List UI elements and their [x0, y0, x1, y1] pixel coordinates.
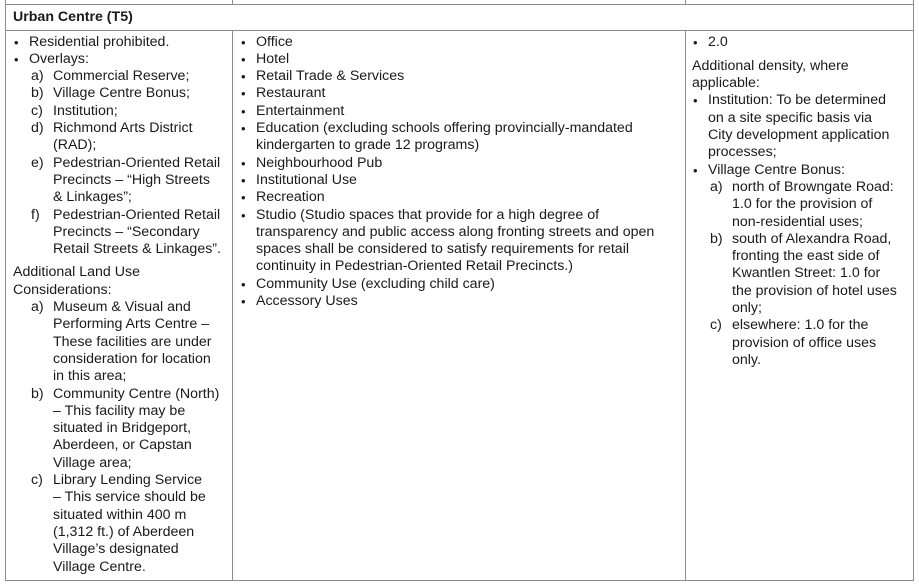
consideration-item-text: consideration for location: [53, 350, 211, 367]
bullet-icon: •: [14, 51, 19, 67]
column-divider-2: [685, 30, 686, 581]
bonus-item-text: provision of office uses: [732, 334, 877, 351]
overlay-marker: a): [31, 68, 44, 85]
table-border-title-bottom: [5, 30, 914, 31]
overlay-item-text: Pedestrian-Oriented Retail: [53, 206, 221, 223]
overlay-item-text: Retail Streets & Linkages”.: [53, 241, 221, 258]
section-title: Urban Centre (T5): [13, 9, 133, 25]
permitted-use-item: Hotel: [256, 50, 290, 67]
consideration-item-text: Village area;: [53, 454, 132, 471]
permitted-use-item: Entertainment: [256, 102, 345, 119]
bullet-icon: •: [241, 121, 246, 136]
rule-item: Overlays:: [29, 50, 89, 67]
consideration-item-text: Village Centre.: [53, 558, 146, 575]
overlay-marker: d): [31, 120, 44, 136]
bullet-icon: •: [241, 294, 246, 309]
column-divider-2-top: [685, 0, 686, 5]
overlay-item-text: Pedestrian-Oriented Retail: [53, 154, 221, 171]
bonus-item-text: south of Alexandra Road,: [732, 230, 892, 247]
permitted-use-item: transparency and public access along fronting streets and open: [256, 223, 655, 240]
bullet-icon: •: [241, 34, 246, 50]
consideration-item-text: Library Lending Service: [53, 472, 203, 488]
bullet-icon: •: [241, 190, 246, 206]
density-value: 2.0: [708, 33, 728, 50]
considerations-heading: Additional Land Use: [13, 264, 140, 281]
institution-density-text: City development application: [708, 127, 890, 143]
consideration-marker: a): [31, 299, 44, 315]
bonus-item-text: fronting the east side of: [732, 248, 880, 265]
consideration-item-text: – This facility may be: [53, 402, 186, 419]
bonus-item-text: only;: [732, 300, 762, 316]
consideration-item-text: situated in Bridgeport,: [53, 420, 192, 437]
bullet-icon: •: [241, 155, 246, 171]
permitted-use-item: Studio (Studio spaces that provide for a high degree of: [256, 206, 600, 223]
table-border-bottom: [5, 580, 914, 581]
bullet-icon: •: [241, 69, 246, 85]
bonus-marker: c): [710, 317, 722, 334]
overlay-item-text: Precincts – “Secondary: [53, 223, 200, 240]
bonus-item-text: elsewhere: 1.0 for the: [732, 317, 869, 334]
bullet-icon: •: [693, 162, 698, 178]
table-border-top: [5, 4, 914, 5]
consideration-item-text: Village’s designated: [53, 541, 179, 558]
permitted-use-item: Retail Trade & Services: [256, 68, 405, 85]
permitted-use-item: Recreation: [256, 189, 325, 206]
consideration-item-text: Museum & Visual and: [53, 299, 191, 315]
overlay-item-text: (RAD);: [53, 137, 97, 154]
bullet-icon: •: [241, 172, 246, 188]
bonus-item-text: non-residential uses;: [732, 213, 863, 230]
considerations-heading: Considerations:: [13, 281, 112, 298]
bonus-item-text: the provision of hotel uses: [732, 282, 897, 299]
permitted-use-item: kindergarten to grade 12 programs): [256, 137, 480, 154]
institution-density-text: on a site specific basis via: [708, 109, 873, 126]
bonus-item-text: only.: [732, 351, 761, 368]
permitted-use-item: Accessory Uses: [256, 293, 358, 309]
bullet-icon: •: [241, 103, 246, 119]
institution-density-text: processes;: [708, 144, 777, 161]
column-divider-1: [232, 30, 233, 581]
rule-item: Residential prohibited.: [29, 33, 170, 50]
consideration-item-text: situated within 400 m: [53, 506, 187, 523]
consideration-item-text: These facilities are under: [53, 333, 212, 350]
bullet-icon: •: [693, 93, 698, 109]
bullet-icon: •: [14, 34, 19, 50]
overlay-marker: e): [31, 154, 44, 171]
permitted-use-item: Restaurant: [256, 85, 326, 102]
consideration-marker: b): [31, 385, 44, 402]
overlay-item-text: & Linkages”;: [53, 189, 132, 206]
institution-density-text: Institution: To be determined: [708, 92, 886, 109]
bonus-item-text: 1.0 for the provision of: [732, 196, 873, 213]
permitted-use-item: Institutional Use: [256, 171, 357, 188]
bullet-icon: •: [241, 86, 246, 102]
additional-density-heading: Additional density, where: [692, 57, 849, 74]
bonus-marker: a): [710, 178, 723, 195]
permitted-use-item: Neighbourhood Pub: [256, 154, 383, 171]
village-centre-bonus-heading: Village Centre Bonus:: [708, 161, 845, 178]
consideration-item-text: in this area;: [53, 368, 127, 385]
overlay-item-text: Precincts – “High Streets: [53, 171, 210, 188]
column-divider-1-top: [232, 0, 233, 5]
consideration-item-text: Aberdeen, or Capstan: [53, 437, 192, 454]
overlay-marker: c): [31, 102, 43, 119]
bullet-icon: •: [241, 207, 246, 223]
bullet-icon: •: [241, 276, 246, 292]
permitted-use-item: spaces shall be considered to satisfy requirements for retail: [256, 241, 629, 258]
overlay-item-text: Richmond Arts District: [53, 120, 193, 136]
overlay-marker: b): [31, 85, 44, 102]
overlay-item-text: Commercial Reserve;: [53, 68, 190, 85]
bonus-item-text: north of Browngate Road:: [732, 178, 894, 195]
permitted-use-item: Education (excluding schools offering provincially-mandated: [256, 120, 633, 136]
permitted-use-item: continuity in Pedestrian-Oriented Retail Precincts.): [256, 258, 573, 275]
overlay-marker: f): [31, 206, 40, 223]
consideration-item-text: Performing Arts Centre –: [53, 316, 210, 333]
bullet-icon: •: [241, 51, 246, 67]
overlay-item-text: Village Centre Bonus;: [53, 85, 190, 102]
permitted-use-item: Office: [256, 33, 293, 50]
overlay-item-text: Institution;: [53, 102, 118, 119]
consideration-item-text: (1,312 ft.) of Aberdeen: [53, 523, 195, 540]
table-border-left: [5, 0, 6, 581]
bonus-marker: b): [710, 230, 723, 247]
consideration-item-text: Community Centre (North): [53, 385, 220, 402]
table-border-right: [913, 0, 914, 581]
consideration-item-text: – This service should be: [53, 489, 206, 506]
bonus-item-text: Kwantlen Street: 1.0 for: [732, 265, 881, 282]
additional-density-heading: applicable:: [692, 75, 760, 92]
permitted-use-item: Community Use (excluding child care): [256, 275, 495, 292]
bullet-icon: •: [693, 34, 698, 50]
consideration-marker: c): [31, 472, 43, 488]
